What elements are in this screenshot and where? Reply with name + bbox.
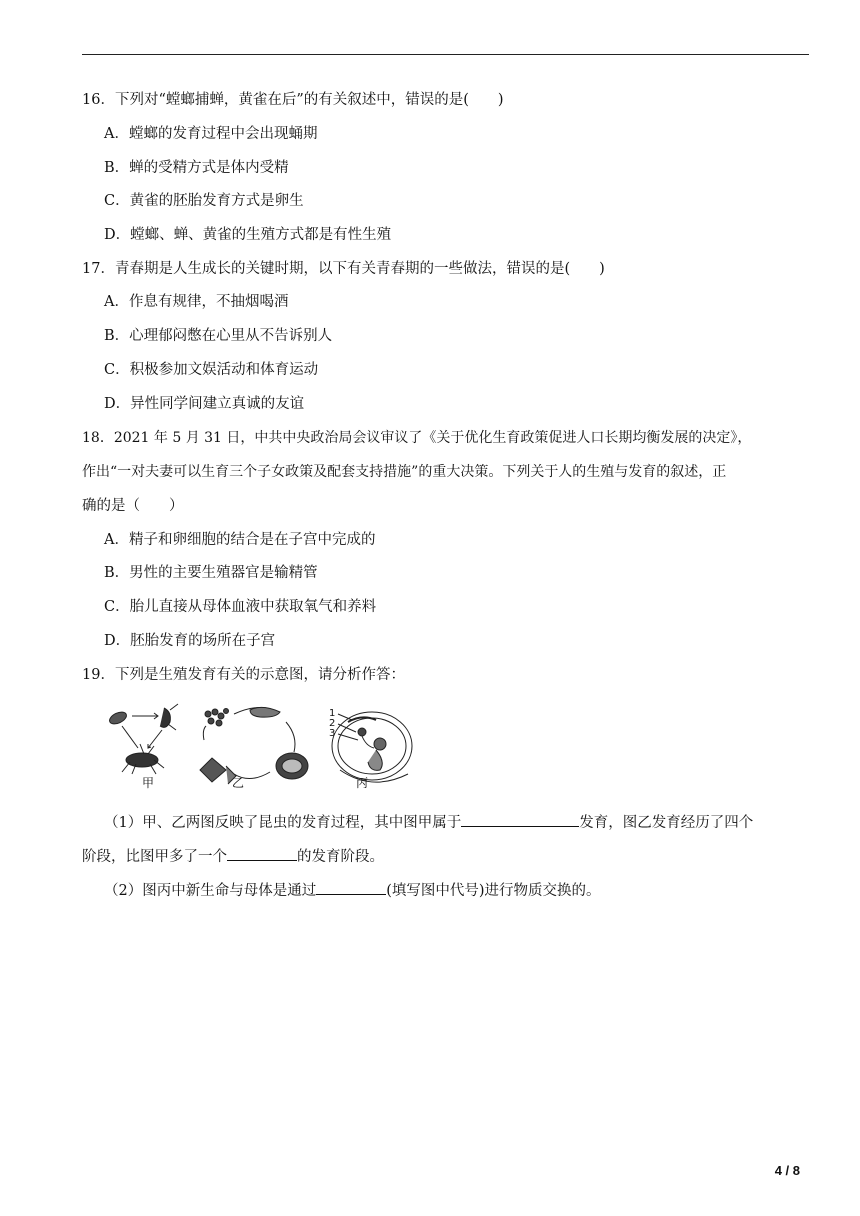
q16-option-b: B．蝉的受精方式是体内受精	[104, 160, 289, 176]
q16-option-d: D．螳螂、蝉、黄雀的生殖方式都是有性生殖	[104, 227, 392, 243]
q18-stem-line2: 作出“一对夫妻可以生育三个子女政策及配套支持措施”的重大决策。下列关于人的生殖与发育的叙述，正	[82, 464, 727, 480]
q19-part1-text-c: 阶段，比图甲多了一个	[82, 849, 227, 865]
development-diagram	[100, 700, 420, 792]
figure-number-1: 1	[329, 708, 336, 719]
answer-blank-2[interactable]	[227, 845, 297, 861]
q18-option-a: A．精子和卵细胞的结合是在子宫中完成的	[104, 532, 376, 548]
q19-part2-line	[104, 879, 601, 901]
q18-stem-line1: 18．2021 年 5 月 31 日，中共中央政治局会议审议了《关于优化生育政策促进人口长期均衡发展的决定》，	[82, 430, 752, 446]
q19-part2-text-b: (填写图中代号)进行物质交换的。	[386, 883, 601, 899]
q19-part1-line2	[82, 845, 384, 867]
q19-stem: 19．下列是生殖发育有关的示意图，请分析作答：	[82, 667, 405, 683]
q19-part1-text-d: 的发育阶段。	[297, 849, 384, 865]
figure-label-jia: 甲	[142, 776, 155, 790]
figure-yi-drawing	[200, 707, 308, 784]
page-number: 4 / 8	[774, 1163, 800, 1178]
figure-number-2: 2	[329, 718, 336, 729]
q16-option-a: A．螳螂的发育过程中会出现蛹期	[104, 126, 318, 142]
answer-blank-1[interactable]	[461, 811, 579, 827]
header-rule	[82, 54, 809, 55]
q17-option-b: B．心理郁闷憋在心里从不告诉别人	[104, 328, 333, 344]
q19-part1-text-a: （1）甲、乙两图反映了昆虫的发育过程，其中图甲属于	[104, 815, 462, 831]
q19-part1-line1	[104, 811, 753, 833]
figure-bing-drawing	[332, 712, 412, 782]
q16-stem: 16．下列对“螳螂捕蝉，黄雀在后”的有关叙述中，错误的是( )	[82, 92, 504, 108]
q18-option-b: B．男性的主要生殖器官是输精管	[104, 565, 318, 581]
figure-jia-drawing	[108, 704, 178, 774]
figure-label-bing: 丙	[356, 776, 369, 790]
q19-part2-text-a: （2）图丙中新生命与母体是通过	[104, 883, 317, 899]
figure-label-yi: 乙	[232, 776, 245, 790]
q17-option-c: C．积极参加文娱活动和体育运动	[104, 362, 319, 378]
q19-part1-text-b: 发育，图乙发育经历了四个	[579, 815, 754, 831]
answer-blank-3[interactable]	[316, 879, 386, 895]
q17-option-d: D．异性同学间建立真诚的友谊	[104, 396, 305, 412]
figure-number-3: 3	[329, 728, 336, 739]
q16-option-c: C．黄雀的胚胎发育方式是卵生	[104, 193, 304, 209]
q18-stem-line3: 确的是（ ）	[82, 498, 184, 514]
q17-option-a: A．作息有规律，不抽烟喝酒	[104, 294, 289, 310]
q18-option-c: C．胎儿直接从母体血液中获取氧气和养料	[104, 599, 377, 615]
q18-option-d: D．胚胎发育的场所在子宫	[104, 633, 276, 649]
q17-stem: 17．青春期是人生成长的关键时期，以下有关青春期的一些做法，错误的是( )	[82, 261, 605, 277]
